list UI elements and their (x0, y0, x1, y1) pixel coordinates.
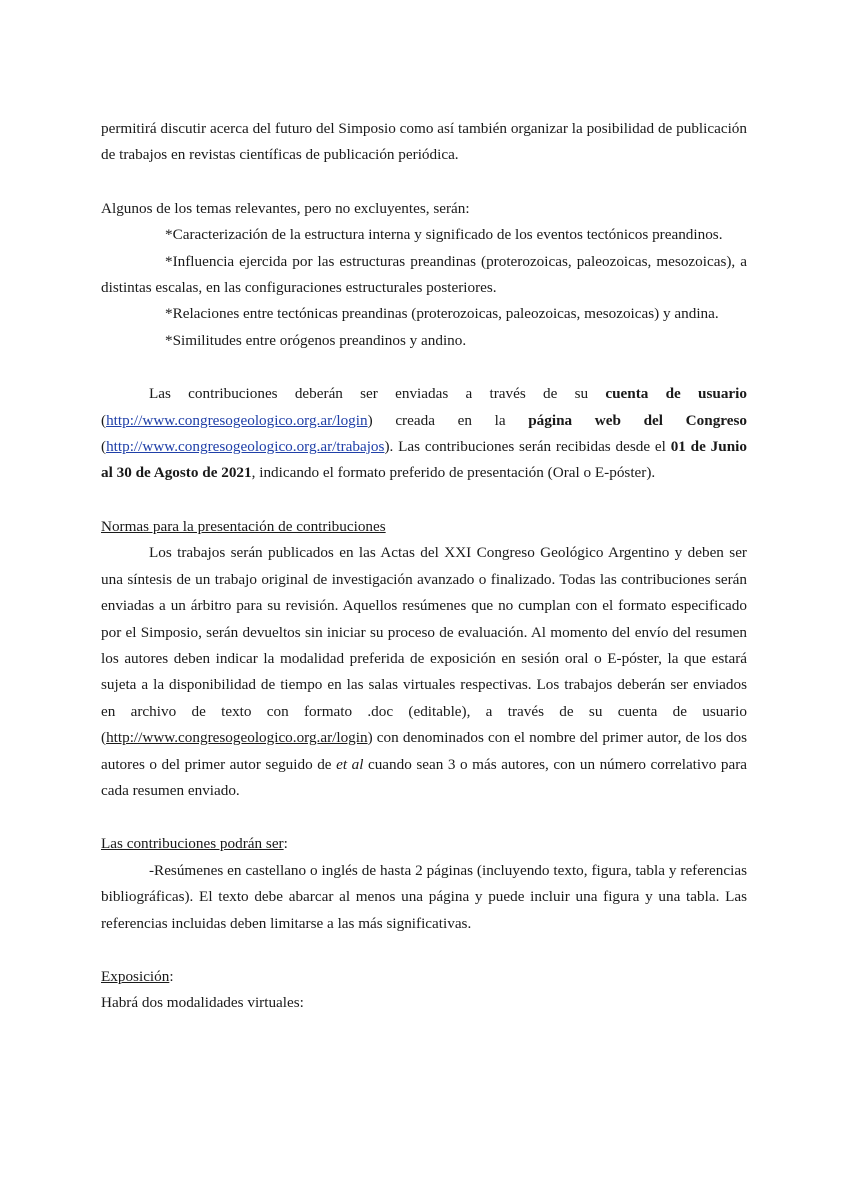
normas-heading: Normas para la presentación de contribuciones (101, 517, 386, 535)
topic-item: *Relaciones entre tectónicas preandinas (proterozoicas, paleozoicas, mesozoicas) y andina. (165, 305, 719, 323)
et-al-italic: et al (336, 755, 364, 773)
podran-heading: Las contribuciones podrán ser: (101, 835, 288, 853)
trabajos-link[interactable]: http://www.congresogeologico.org.ar/trabajos (106, 438, 385, 456)
document-body (101, 116, 747, 1017)
topic-item: *Influencia ejercida por las estructuras preandinas (proterozoicas, paleozoicas, mesozoicas), a distintas escalas, en las configuraciones estructurales posteriores. (101, 252, 747, 297)
topic-item: *Caracterización de la estructura interna y significado de los eventos tectónicos preandinos. (165, 226, 723, 244)
intro-paragraph: permitirá discutir acerca del futuro del Simposio como así también organizar la posibilidad de publicación de trabajos en revistas científicas de publicación periódica. (101, 120, 747, 164)
dates-bold: 01 de Junio al 30 de Agosto de 2021 (101, 438, 747, 482)
podran-paragraph: -Resúmenes en castellano o inglés de hasta 2 páginas (incluyendo texto, figura, tabla y referencias bibliográficas). El texto debe abarcar al menos una página y puede incluir una figura y una tabla. Las referencias incluidas deben limitarse a las más significativas. (101, 861, 747, 932)
user-account-bold: cuenta de usuario (605, 385, 747, 403)
exposicion-heading: Exposición: (101, 967, 174, 985)
congress-web-bold: página web del Congreso (528, 411, 747, 429)
exposicion-text: Habrá dos modalidades virtuales: (101, 994, 304, 1012)
topics-intro: Algunos de los temas relevantes, pero no excluyentes, serán: (101, 199, 470, 217)
login-link-2[interactable]: http://www.congresogeologico.org.ar/login (106, 729, 368, 747)
topic-item: *Similitudes entre orógenos preandinos y andino. (165, 331, 467, 349)
contributions-paragraph: Las contribuciones deberán ser enviadas a través de su cuenta de usuario (http://www.congresogeologico.org.ar/login) creada en la página web del Congreso (http://www.congresogeologico.org.ar/trabajos). Las contribuciones serán recibidas desde el 01 de Junio al 30 de Agosto de 2021, indicando el formato preferido de presentación (Oral o E-póster). (101, 385, 747, 482)
normas-paragraph: Los trabajos serán publicados en las Actas del XXI Congreso Geológico Argentino y deben ser una síntesis de un trabajo original de investigación avanzado o finalizado. Todas las contribuciones serán enviadas a un árbitro para su revisión. Aquellos resúmenes que no cumplan con el formato especificado por el Simposio, serán devueltos sin iniciar su proceso de evaluación. Al momento del envío del resumen los autores deben indicar la modalidad preferida de exposición en sesión oral o E-póster, la que estará sujeta a la disponibilidad de tiempo en las salas virtuales respectivas. Los trabajos deberán ser enviados en archivo de texto con formato .doc (editable), a través de su cuenta de usuario (http://www.congresogeologico.org.ar/login) con denominados con el nombre del primer autor, de los dos autores o del primer autor seguido de et al cuando sean 3 o más autores, con un número correlativo para cada resumen enviado. (101, 544, 747, 799)
login-link[interactable]: http://www.congresogeologico.org.ar/login (106, 411, 368, 429)
